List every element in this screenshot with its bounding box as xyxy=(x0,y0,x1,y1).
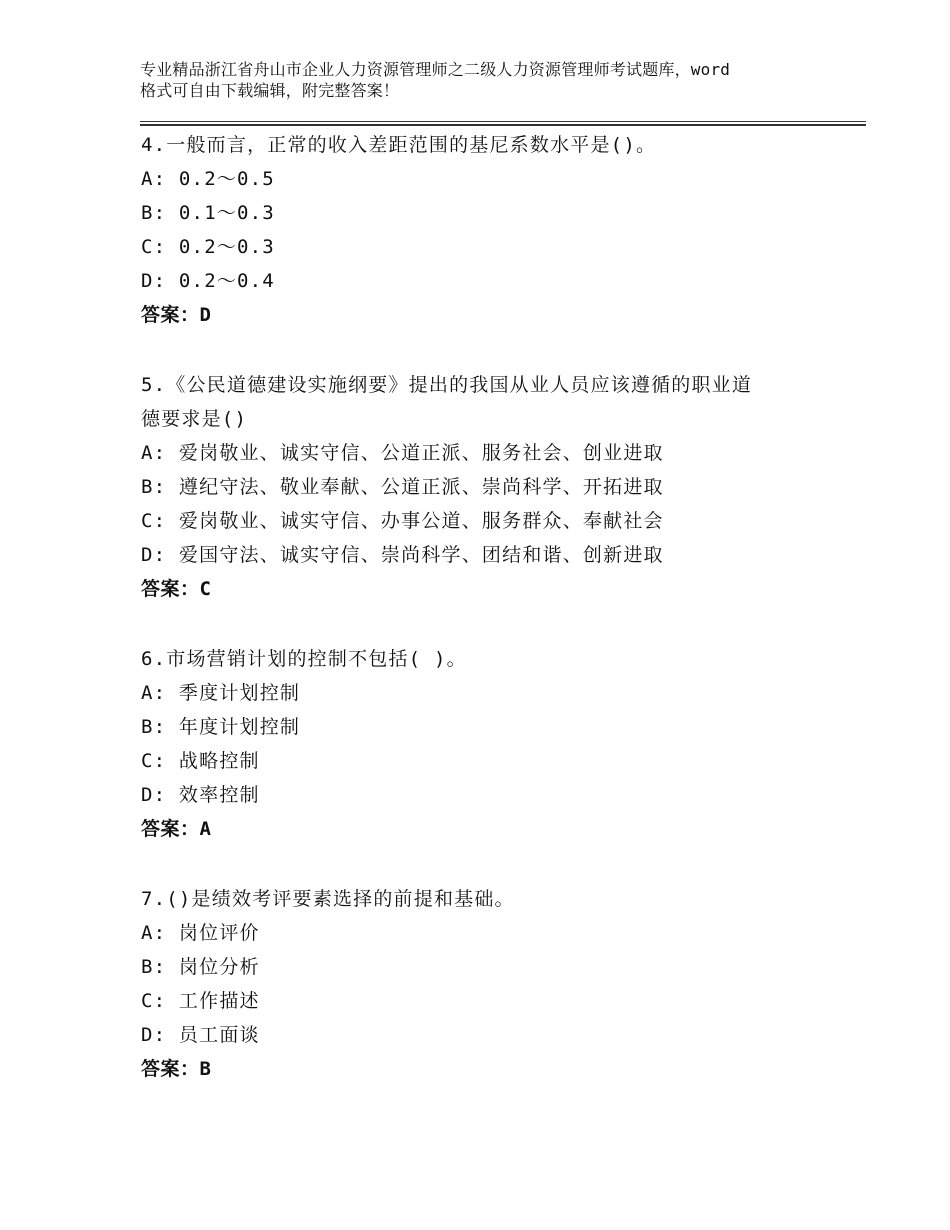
option-b: B: 岗位分析 xyxy=(141,956,260,978)
answer-line: 答案：D xyxy=(141,304,212,326)
option-c: C: 战略控制 xyxy=(141,750,260,772)
question-6 xyxy=(141,642,861,846)
option-d: D: 员工面谈 xyxy=(141,1024,260,1046)
header-rule-thin xyxy=(140,121,866,122)
option-b: B: 遵纪守法、敬业奉献、公道正派、崇尚科学、开拓进取 xyxy=(141,476,664,498)
option-d: D: 0.2～0.4 xyxy=(141,270,275,292)
option-a: A: 0.2～0.5 xyxy=(141,168,275,190)
question-7 xyxy=(141,882,861,1086)
option-c: C: 0.2～0.3 xyxy=(141,236,275,258)
option-d: D: 效率控制 xyxy=(141,784,260,806)
option-c: C: 工作描述 xyxy=(141,990,260,1012)
answer-line: 答案：A xyxy=(141,818,212,840)
option-c: C: 爱岗敬业、诚实守信、办事公道、服务群众、奉献社会 xyxy=(141,510,664,532)
question-5 xyxy=(141,368,861,606)
option-d: D: 爱国守法、诚实守信、崇尚科学、团结和谐、创新进取 xyxy=(141,544,664,566)
question-stem: 4.一般而言，正常的收入差距范围的基尼系数水平是()。 xyxy=(141,134,657,156)
question-stem: 6.市场营销计划的控制不包括( )。 xyxy=(141,648,467,670)
option-a: A: 爱岗敬业、诚实守信、公道正派、服务社会、创业进取 xyxy=(141,442,664,464)
option-a: A: 岗位评价 xyxy=(141,922,260,944)
question-stem: 5.《公民道德建设实施纲要》提出的我国从业人员应该遵循的职业道 德要求是() xyxy=(141,374,753,430)
header-rule-thick xyxy=(140,124,866,126)
question-4 xyxy=(141,128,861,332)
option-a: A: 季度计划控制 xyxy=(141,682,301,704)
option-b: B: 年度计划控制 xyxy=(141,716,301,738)
document-header: 专业精品浙江省舟山市企业人力资源管理师之二级人力资源管理师考试题库，word 格式可自由下载编辑，附完整答案！ xyxy=(140,60,731,100)
option-b: B: 0.1～0.3 xyxy=(141,202,275,224)
question-stem: 7.()是绩效考评要素选择的前提和基础。 xyxy=(141,888,515,910)
answer-line: 答案：B xyxy=(141,1058,212,1080)
answer-line: 答案：C xyxy=(141,578,212,600)
question-list xyxy=(141,128,861,1122)
